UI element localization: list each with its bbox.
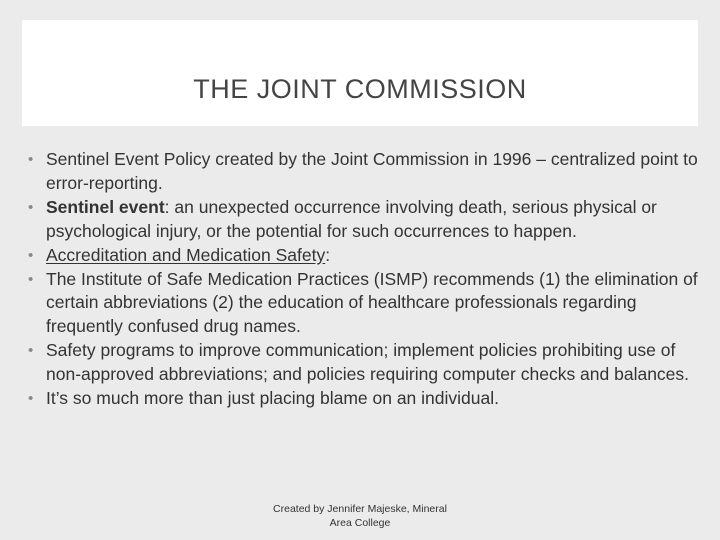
bullet-list	[28, 148, 698, 411]
bullet-dot-icon: •	[28, 342, 34, 360]
bullet-dot-icon: •	[28, 198, 34, 216]
bullet-item	[28, 196, 698, 244]
bullet-dot-icon: •	[28, 246, 34, 264]
slide-title: THE JOINT COMMISSION	[193, 74, 527, 104]
bullet-text: :	[325, 244, 331, 265]
footer-line: Area College	[329, 517, 391, 529]
bullet-text: Sentinel Event Policy created by the Joint Commission in 1996 – centralized point to error-reporting.	[46, 149, 698, 193]
bullet-text: It’s so much more than just placing blame on an individual.	[46, 388, 499, 409]
bullet-text: The Institute of Safe Medication Practices (ISMP) recommends (1) the elimination of certain abbreviations (2) the education of healthcare professionals regarding frequently confused drug names.	[46, 268, 698, 337]
bullet-dot-icon: •	[28, 151, 34, 168]
bullet-underlined-heading: Accreditation and Medication Safety	[46, 244, 326, 265]
title-box	[22, 20, 698, 126]
bullet-text: Safety programs to improve communication; implement policies prohibiting use of non-approved abbreviations; and policies requiring computer checks and balances.	[46, 340, 690, 385]
bullet-item	[28, 244, 698, 268]
footer-line: Created by Jennifer Majeske, Mineral	[273, 503, 447, 515]
bullet-item	[28, 339, 698, 387]
slide-footer	[250, 502, 470, 530]
bullet-dot-icon: •	[28, 270, 34, 288]
bullet-text: : an unexpected occurrence involving death, serious physical or psychological injury, or the potential for such occurrences to happen.	[46, 196, 657, 241]
bullet-item	[28, 387, 698, 411]
bullet-bold-term: Sentinel event	[46, 196, 165, 217]
bullet-dot-icon: •	[28, 390, 34, 408]
bullet-item	[28, 268, 698, 340]
bullet-item	[28, 148, 698, 196]
